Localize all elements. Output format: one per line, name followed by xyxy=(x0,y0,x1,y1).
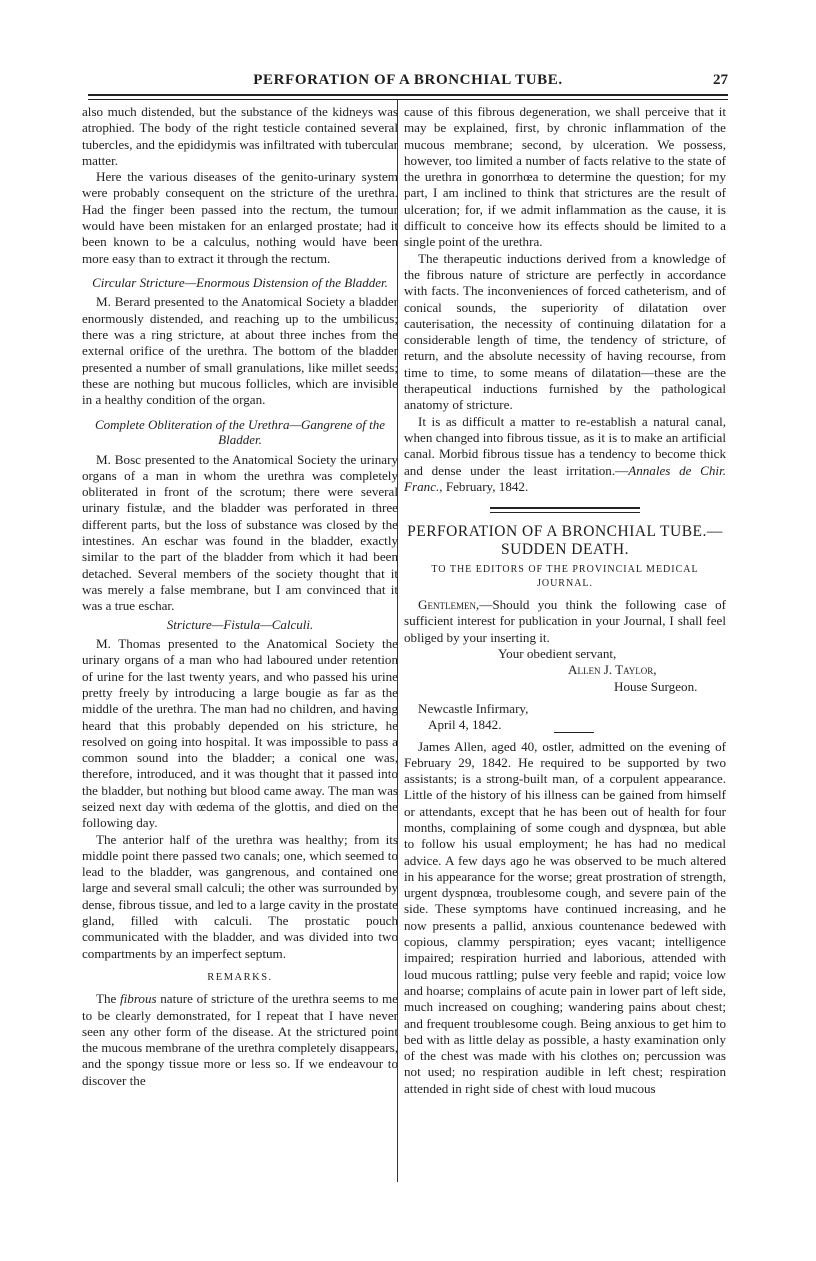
right-column xyxy=(404,104,726,1097)
paragraph: also much distended, but the substance of the kidneys was atrophied. The body of the right testicle contained several tubercles, and the epididymis was infiltrated with tubercular matter. xyxy=(82,104,398,168)
article-title: PERFORATION OF A BRONCHIAL TUBE.— SUDDEN DEATH. xyxy=(407,523,723,559)
short-rule xyxy=(554,732,594,733)
paragraph: Here the various diseases of the genito-urinary system were probably consequent on the stricture of the urethra. Had the finger been passed into the rectum, the tumour would have been mistaken for an enlarged prostate; had it been known to be a calculus, nothing would have been more easy than to extract it through the rectum. xyxy=(82,169,398,266)
date-line: April 4, 1842. xyxy=(428,717,502,733)
paragraph: cause of this fibrous degeneration, we shall perceive that it may be explained, first, by chronic inflammation of the mucous membrane; second, by ulceration. We possess, however, too limited a number of facts relative to the state of the urethra in gonorrhœa to determine the question; for my part, I am inclined to think that strictures are the result of ulceration; for, if we admit inflammation as the cause, it is difficult to conceive how its effects should be limited to a single point of the urethra. xyxy=(404,104,726,250)
section-heading: Circular Stricture—Enormous Distension of the Bladder. xyxy=(92,274,388,290)
section-heading: Stricture—Fistula—Calculi. xyxy=(166,616,314,632)
paragraph xyxy=(404,414,726,495)
paragraph: The therapeutic inductions derived from a knowledge of the fibrous nature of stricture are perfectly in accordance with facts. The inconveniences of forced catheterism, and of conical sounds, the superiority of dilatation over cauterisation, the necessity of continuing dilatation for a considerable length of time, the tendency of stricture, of return, and the absolute necessity of having recourse, from time to time, to some means of dilatation—these are the therapeutical inductions furnished by the pathological anatomy of stricture. xyxy=(404,250,726,413)
header-rule xyxy=(88,94,728,100)
text-run: It is as difficult a matter to re-establish a natural canal, when changed into fibrous tissue, as it is to make an artificial canal. Morbid fibrous tissue has a tendency to become thick and dense under the least irritation.— xyxy=(404,413,726,478)
text-run: nature of stricture of the urethra seems to me to be clearly demonstrated, for I repeat that I have never seen any other form of the disease. At the strictured point the mucous membrane of the urethra completely disappears, and the spongy tissue more or less so. If we endeavour to discover the xyxy=(82,991,398,1088)
signer-name: Allen J. Taylor, xyxy=(568,662,657,678)
closing: Your obedient servant, xyxy=(498,646,617,662)
text-run: , February, 1842. xyxy=(439,478,529,494)
text-run: —Should you think the following case of sufficient interest for publication in your Journal, I shall feel obliged by your inserting it. xyxy=(404,597,726,645)
paragraph: M. Thomas presented to the Anatomical Society the urinary organs of a man who had laboured under retention of urine for the last twenty years, and who passed his urine pretty freely by introducing a large bougie as far as the middle of the urethra. The man had no children, and having heard that this probably depended on his stricture, he resolved on going into hospital. It was impossible to pass a common sound into the bladder; a conical one was, therefore, introduced, and it was thought that it passed into the bladder, but nothing but blood came away. The man was seized next day with œdema of the glottis, and died on the following day. xyxy=(82,636,398,831)
paragraph: M. Berard presented to the Anatomical Society a bladder enormously distended, and reaching up to the umbilicus; there was a ring stricture, at about three inches from the external orifice of the urethra. The bottom of the bladder presented a number of small granulations, like millet seeds; these are nothing but mucous follicles, which are invisible in a healthy condition of the organ. xyxy=(82,294,398,408)
place-line: Newcastle Infirmary, xyxy=(418,700,529,716)
emphasis: fibrous xyxy=(120,991,157,1007)
section-heading: Complete Obliteration of the Urethra—Gangrene of the Bladder. xyxy=(94,416,386,448)
editors-line: TO THE EDITORS OF THE PROVINCIAL MEDICAL JOURNAL. xyxy=(431,564,699,590)
salutation: Gentlemen, xyxy=(418,597,480,613)
page-number: 27 xyxy=(713,72,728,88)
paragraph: The anterior half of the urethra was healthy; from its middle point there passed two canals; one, which seemed to lead to the bladder, was gangrenous, and contained one large and several small calculi; the other was surrounded by dense, fibrous tissue, and led to a large cavity in the prostate gland, filled with calculi. The prostatic pouch communicated with the bladder, and was divided into two compartments by an imperfect septum. xyxy=(82,831,398,961)
paragraph xyxy=(82,991,398,1089)
citation: Annales de Chir. Franc. xyxy=(404,462,726,494)
section-divider xyxy=(490,507,640,513)
case-paragraph: James Allen, aged 40, ostler, admitted on the evening of February 29, 1842. He required to be supported by two assistants; is a strong-built man, of a corpulent appearance. Little of the history of his illness can be gained from himself or attendants, except that he has been out of health for four months, complaining of some cough and dyspnœa, but able to follow his usual employment; he has had no medical advice. A few days ago he was observed to be much altered in his appearance for the worse; great prostration of strength, urgent dyspnœa, troublesome cough, and severe pain of the side. These symptoms have continued increasing, and he now presents a pallid, anxious countenance bedewed with copious, clammy perspiration; eyes vacant; intelligence impaired; respiration hurried and laborious, attended with loud mucous rattling; pulse very feeble and rapid; voice low and hoarse; complains of acute pain in lower part of left side, much increased on coughing; wandering pains about chest; and frequent troublesome cough. Being anxious to get him to bed with as little delay as possible, a hasty examination only of the chest was made with his clothes on; percussion was not used; no respiration audible in left chest; respiration attended in right side of chest with loud mucous xyxy=(404,738,726,1096)
text-run: The xyxy=(96,991,120,1007)
signer-title: House Surgeon. xyxy=(614,678,698,694)
left-column xyxy=(82,104,398,1089)
letter-paragraph xyxy=(404,597,726,646)
remarks-heading: REMARKS. xyxy=(207,971,273,983)
running-title: PERFORATION OF A BRONCHIAL TUBE. xyxy=(253,72,563,88)
page-header xyxy=(88,72,728,94)
paragraph: M. Bosc presented to the Anatomical Society the urinary organs of a man in whom the urethra was completely obliterated in front of the scrotum; there were several urinary fistulæ, and the bladder was perforated in three different parts, but the loss of substance was closed by the intestines. An eschar was found in the bladder, exactly similar to the part of the bladder from which it had been detached. Several members of the society thought that it was merely a false membrane, but I am convinced that it was a true eschar. xyxy=(82,451,398,614)
